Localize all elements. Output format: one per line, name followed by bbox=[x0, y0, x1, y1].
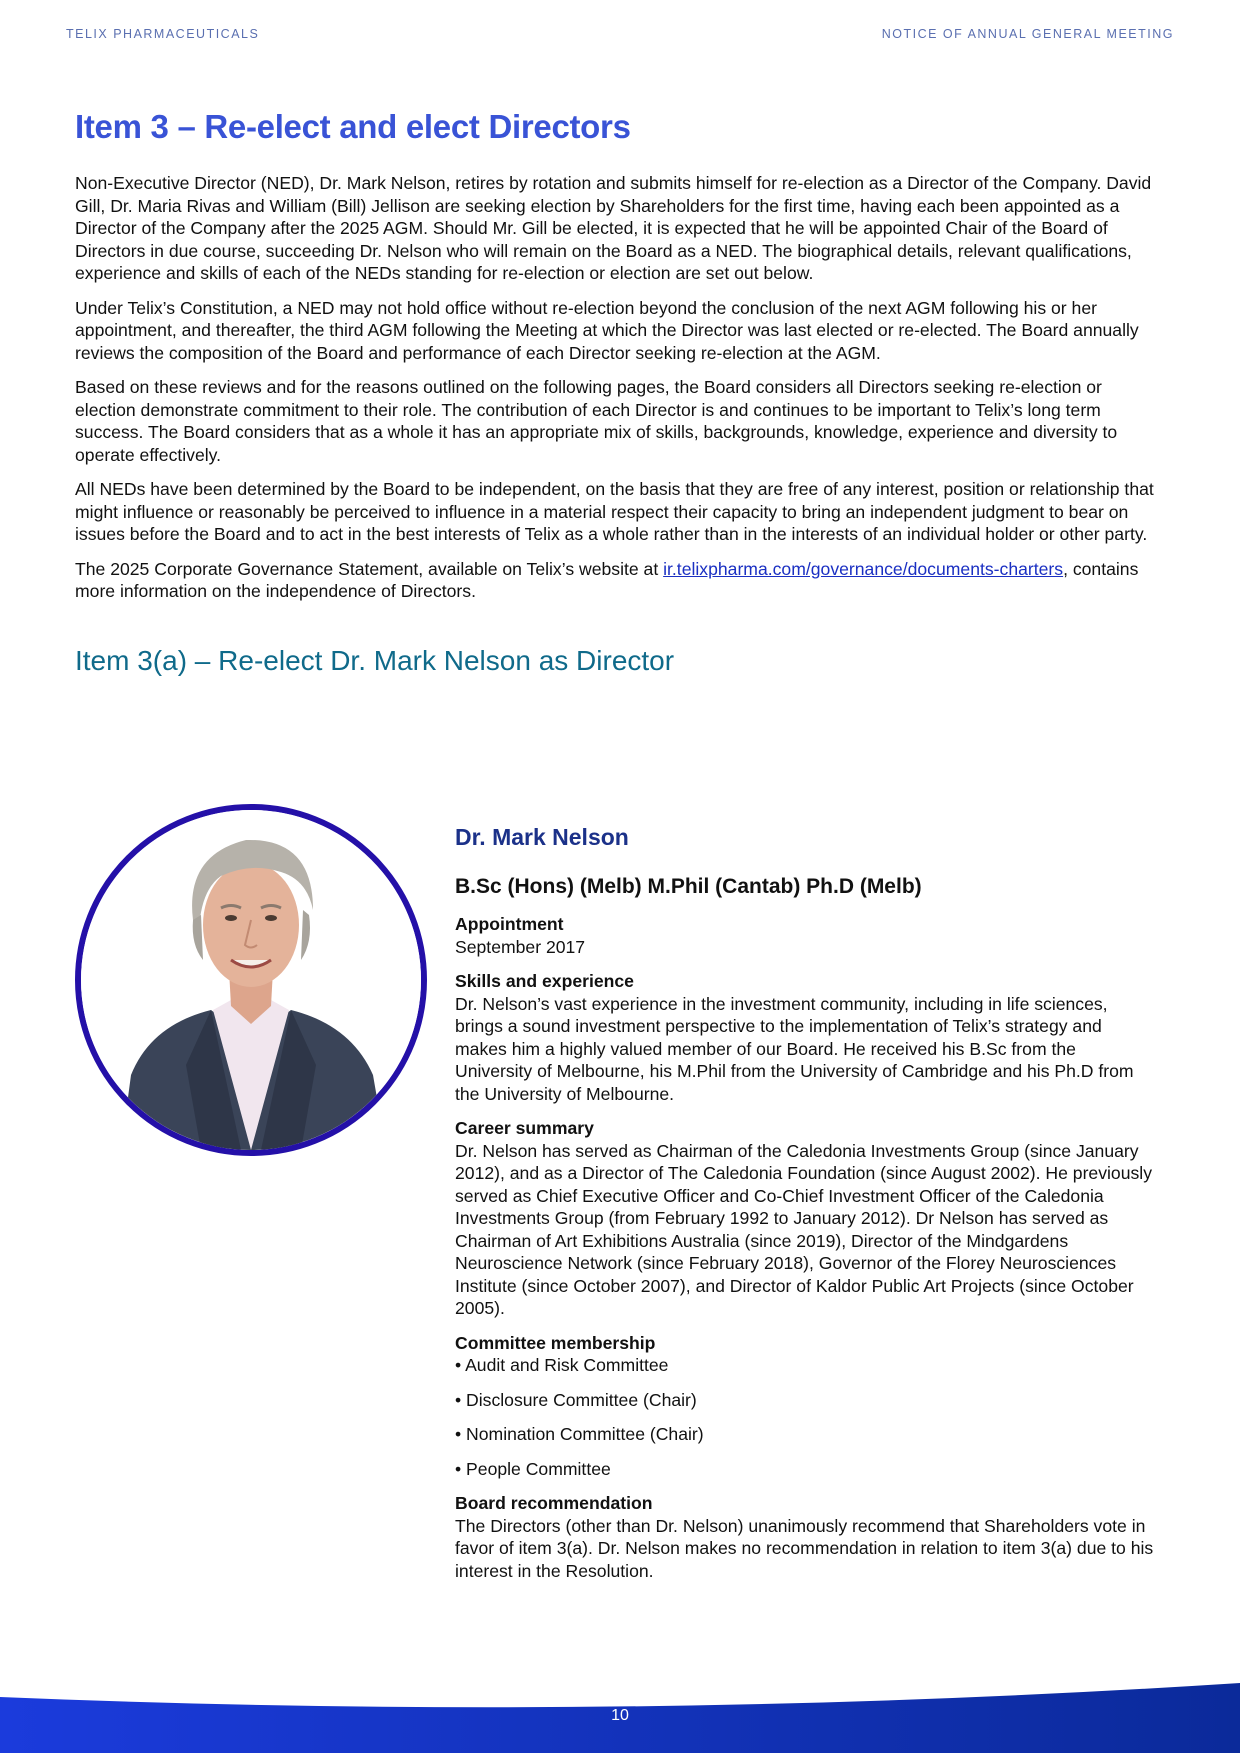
recommendation-text: The Directors (other than Dr. Nelson) unanimously recommend that Shareholders vote in favor of item 3(a). Dr. Nelson makes no recommendation in relation to item 3(a) due to his interest in the Resolution. bbox=[455, 1515, 1154, 1581]
committee-item: • Nomination Committee (Chair) bbox=[455, 1424, 704, 1444]
header-document-title: NOTICE OF ANNUAL GENERAL MEETING bbox=[881, 27, 1174, 41]
governance-link[interactable]: ir.telixpharma.com/governance/documents-charters bbox=[663, 558, 1064, 579]
governance-paragraph bbox=[75, 558, 1165, 603]
item3-paragraph: Under Telix’s Constitution, a NED may not hold office without re-election beyond the conclusion of the next AGM following his or her appointment, and thereafter, the third AGM following the Meeting at which the Director was last elected or re-elected. The Board annually reviews the composition of the Board and performance of each Director seeking re-election at the AGM. bbox=[75, 297, 1139, 363]
main-content bbox=[75, 108, 1165, 677]
governance-text-before: The 2025 Corporate Governance Statement, available on Telix’s website at bbox=[75, 558, 664, 579]
skills-label: Skills and experience bbox=[455, 971, 634, 991]
page-footer bbox=[0, 1673, 1240, 1753]
item3-paragraph: Based on these reviews and for the reasons outlined on the following pages, the Board considers all Directors seeking re-election or election demonstrate commitment to their role. The contribution of each Director is and continues to be important to Telix’s long term success. The Board considers that as a whole it has an appropriate mix of skills, backgrounds, knowledge, experience and diversity to operate effectively. bbox=[75, 377, 1118, 465]
director-name: Dr. Mark Nelson bbox=[455, 824, 629, 850]
appointment-label: Appointment bbox=[455, 914, 564, 934]
committee-item: • Audit and Risk Committee bbox=[455, 1355, 669, 1375]
appointment-value: September 2017 bbox=[455, 936, 586, 957]
director-qualifications: B.Sc (Hons) (Melb) M.Phil (Cantab) Ph.D (Melb) bbox=[455, 875, 922, 898]
committee-item: • People Committee bbox=[455, 1458, 611, 1479]
governance-text-after: , contains more information on the independence of Directors. bbox=[75, 558, 1139, 601]
committee-label: Committee membership bbox=[455, 1332, 656, 1353]
skills-text: Dr. Nelson’s vast experience in the investment community, including in life sciences, brings a sound investment perspective to the implementation of Telix’s strategy and makes him a highly valued member of our Board. He received his B.Sc from the University of Melbourne, his M.Phil from the University of Cambridge and his Ph.D from the University of Melbourne. bbox=[455, 993, 1134, 1104]
page-number: 10 bbox=[611, 1707, 629, 1724]
recommendation-label: Board recommendation bbox=[455, 1493, 653, 1513]
item3-paragraph: Non-Executive Director (NED), Dr. Mark Nelson, retires by rotation and submits himself for re-election as a Director of the Company. David Gill, Dr. Maria Rivas and William (Bill) Jellison are seeking election by Shareholders for the first time, having each been appointed as a Director of the Company after the 2025 AGM. Should Mr. Gill be elected, it is expected that he will be appointed Chair of the Board of Directors in due course, succeeding Dr. Nelson who will remain on the Board as a NED. The biographical details, relevant qualifications, experience and skills of each of the NEDs standing for re-election or election are set out below. bbox=[75, 173, 1152, 283]
director-portrait bbox=[75, 804, 427, 1156]
director-details bbox=[455, 824, 1155, 1594]
director-bio bbox=[75, 804, 1165, 1624]
portrait-illustration bbox=[81, 810, 421, 1150]
committee-item: • Disclosure Committee (Chair) bbox=[455, 1389, 697, 1410]
career-label: Career summary bbox=[455, 1118, 594, 1138]
item3a-heading: Item 3(a) – Re-elect Dr. Mark Nelson as Director bbox=[75, 644, 675, 676]
page-header bbox=[66, 27, 1174, 41]
header-company: TELIX PHARMACEUTICALS bbox=[66, 27, 260, 41]
item3-paragraph: All NEDs have been determined by the Board to be independent, on the basis that they are free of any interest, position or relationship that might influence or reasonably be perceived to influence in a material respect their capacity to bring an independent judgment to bear on issues before the Board and to act in the best interests of Telix as a whole rather than in the interests of an individual holder or other party. bbox=[75, 479, 1154, 544]
item3-heading: Item 3 – Re-elect and elect Directors bbox=[75, 108, 631, 145]
career-text: Dr. Nelson has served as Chairman of the Caledonia Investments Group (since January 2012), and as a Director of The Caledonia Foundation (since August 2002). He previously served as Chief Executive Officer and Co-Chief Investment Officer of the Caledonia Investments Group (from February 1992 to January 2012). Dr Nelson has served as Chairman of Art Exhibitions Australia (since 2019), Director of the Mindgardens Neuroscience Network (since February 2018), Governor of the Florey Neurosciences Institute (since October 2007), and Director of Kaldor Public Art Projects (since October 2005). bbox=[455, 1140, 1152, 1318]
